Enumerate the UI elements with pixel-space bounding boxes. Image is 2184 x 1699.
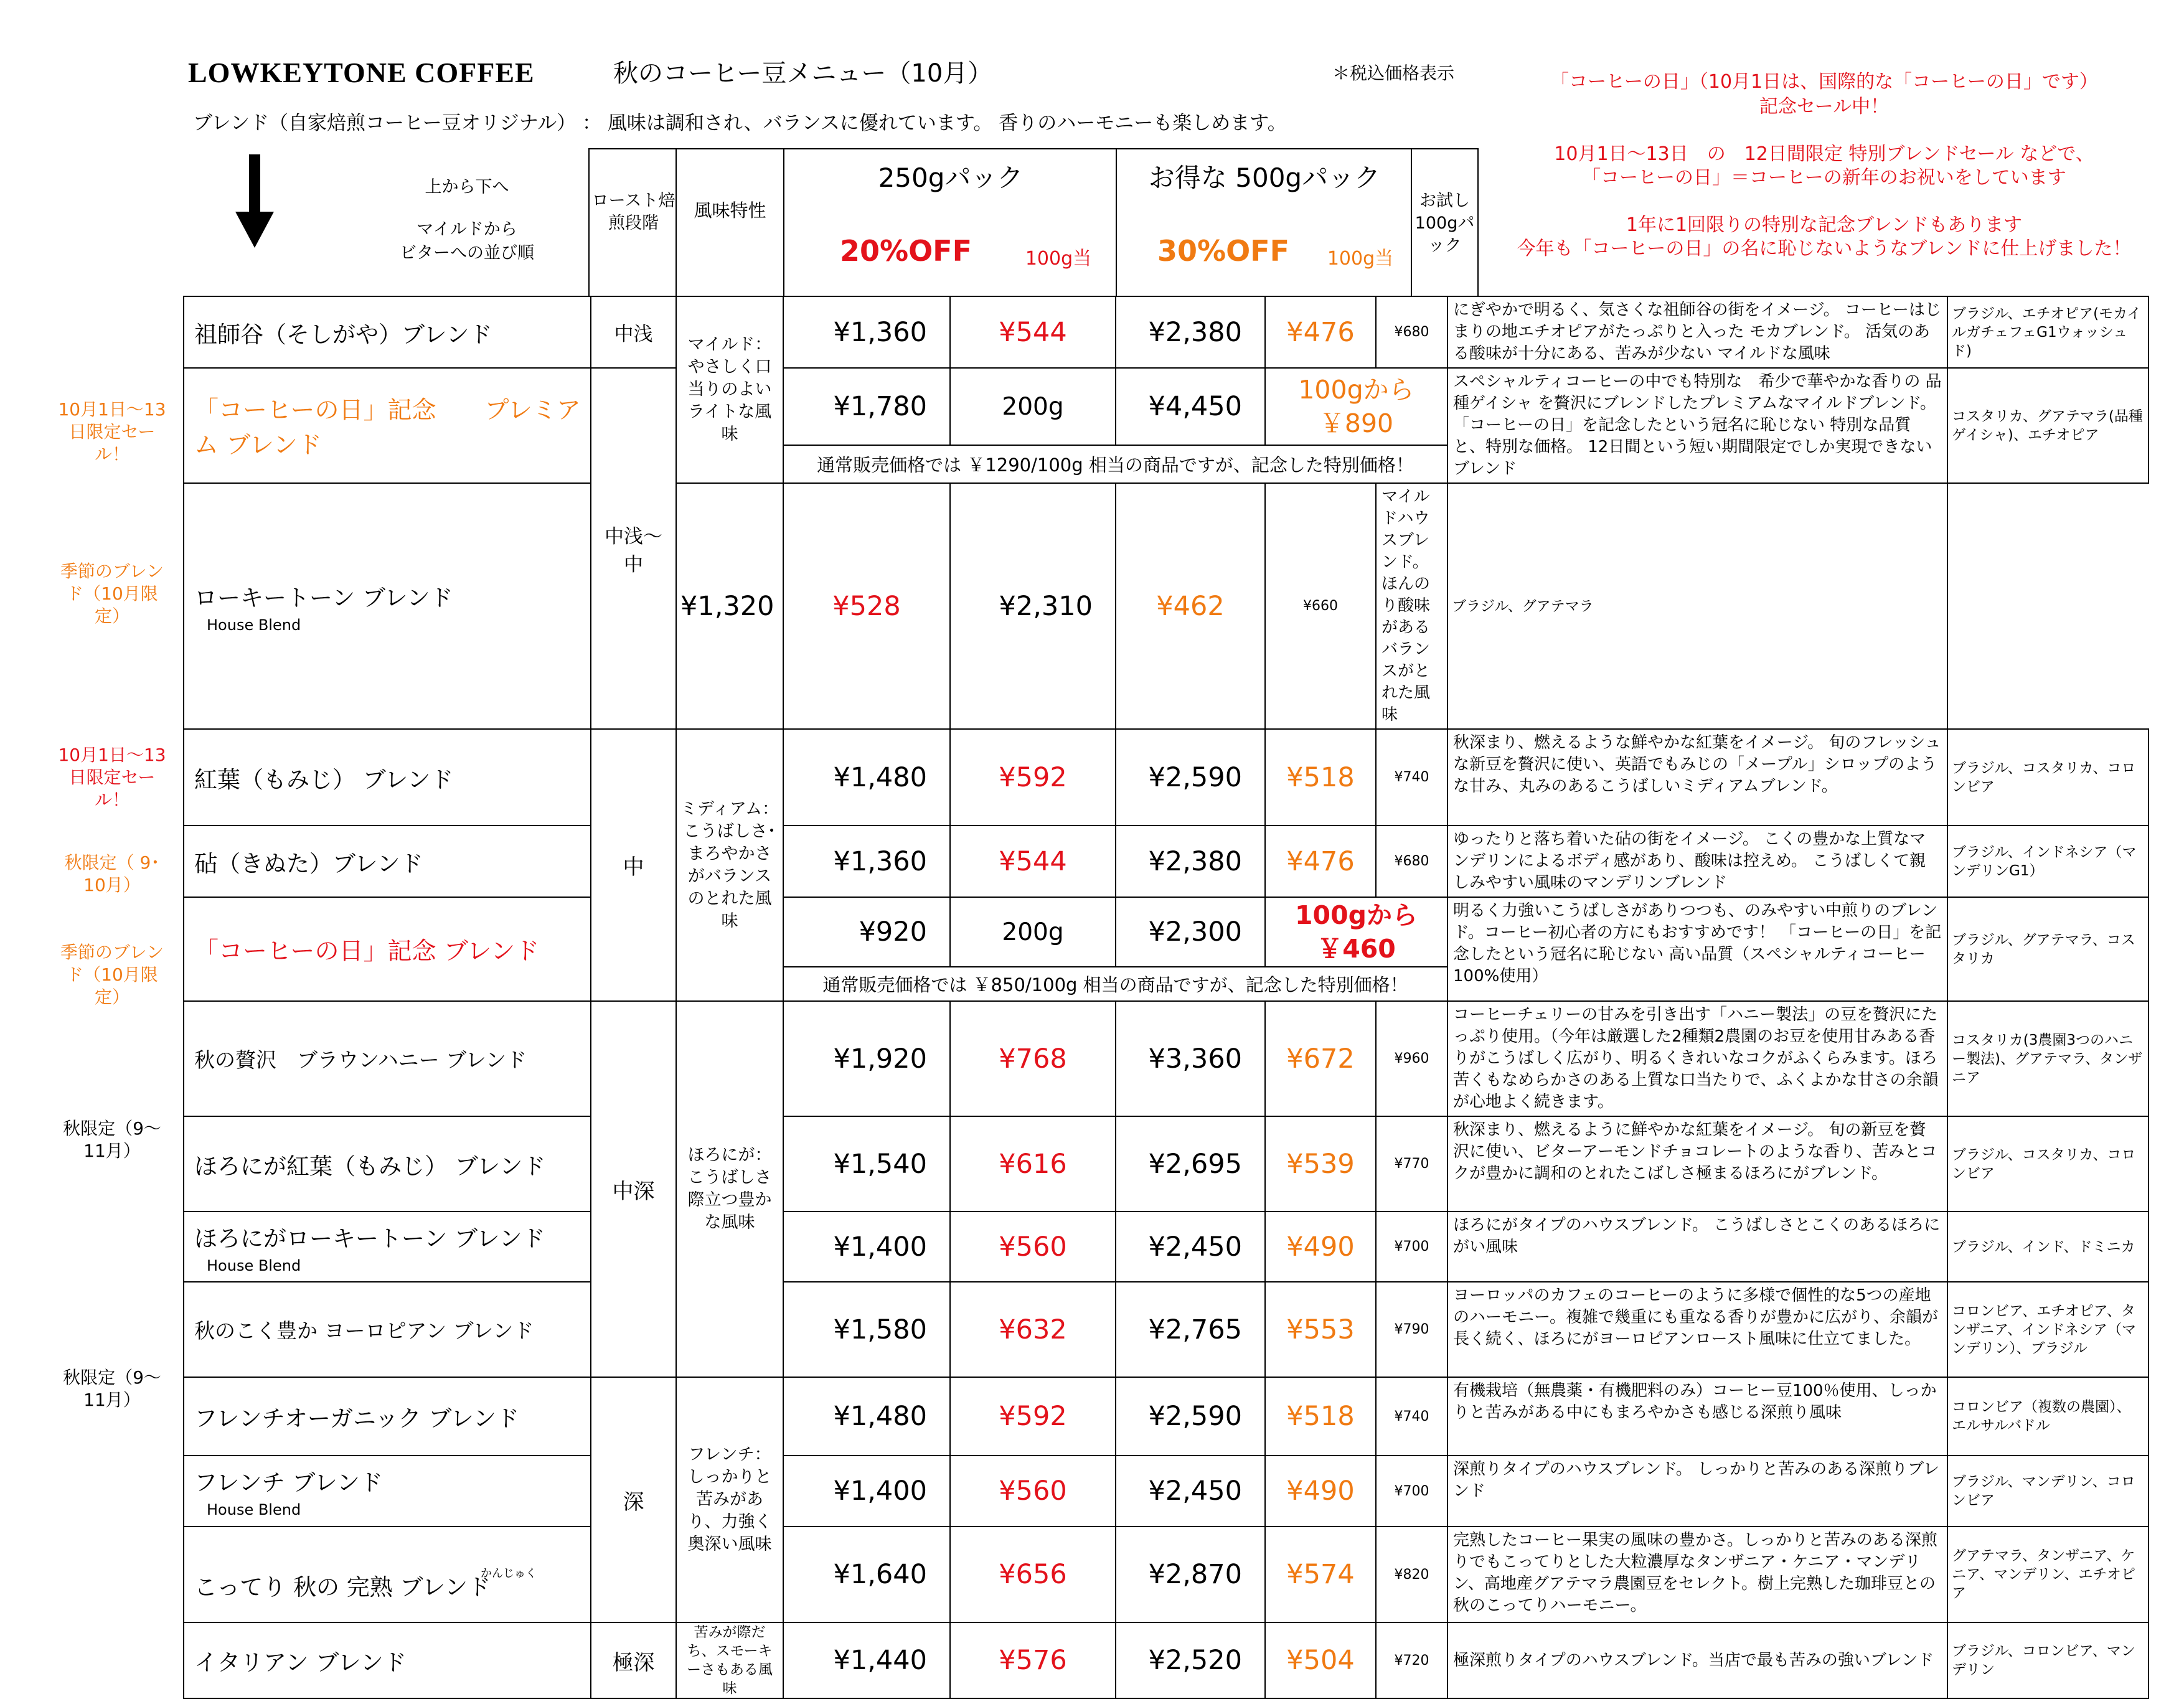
price-250g: ¥920 xyxy=(783,897,950,967)
price-trial: ¥720 xyxy=(1376,1622,1447,1698)
price-trial: ¥700 xyxy=(1376,1212,1447,1282)
price-500g: ¥2,765 xyxy=(1116,1282,1265,1377)
blend-name: 祖師谷（そしがや）ブレンド xyxy=(184,296,591,368)
from-100g-label: 100gから xyxy=(1298,375,1414,405)
price-500g: ¥2,870 xyxy=(1116,1527,1265,1622)
side-label-sale-1: 10月1日～13日限定セール！ xyxy=(58,399,166,464)
column-header-roast: ロースト焙煎段階 xyxy=(591,191,675,233)
price-500g: ¥2,590 xyxy=(1116,1377,1265,1456)
blend-description: 明るく力強いこうばしさがありつつも、のみやすい中煎りのブレンド。コーヒー初心者の方にもおすすめです！ 「コーヒーの日」を記念したという冠名に恥じない 高い品質（スペシャルティコーヒー100%使用） xyxy=(1447,897,1947,1001)
from-100g-value: ￥890 xyxy=(1319,408,1394,439)
blend-description: コーヒーチェリーの甘みを引き出す「ハニー製法」の豆を贅沢にたっぷり使用。（今年は厳選した2種類2農園のお豆を使用甘みある香りがこうばしく広がり、明るくきれいなコクがふくらみます。ほろ苦くもなめらかさのある上質な口当たりで、ふくよかな甘さの余韻が心地よく続きます。 xyxy=(1447,1001,1947,1116)
side-label-autumn-1: 秋限定（ 9･10月） xyxy=(64,852,160,895)
blend-description: にぎやかで明るく、気さくな祖師谷の街をイメージ。 コーヒーはじまりの地エチオピアがたっぷりと入った モカブレンド。 活気のある酸味が十分にある、苦みが少ない マイルドな風味 xyxy=(1447,296,1947,368)
blend-origin: ブラジル、コスタリカ、コロンビア xyxy=(1947,1116,2149,1212)
promo-line-6: 今年も「コーヒーの日」の名に恥じないようなブレンドに仕上げました！ xyxy=(1517,238,2132,260)
column-header-250g: 250gパック xyxy=(878,162,1024,193)
blend-name xyxy=(184,483,591,729)
flavor-bitter: ほろにが：こうばしさ際立つ豊かな風味 xyxy=(676,1001,783,1377)
price-250g: ¥1,320 xyxy=(676,483,783,729)
blend-name-text: ほろにがローキートーン ブレンド xyxy=(194,1225,545,1252)
flavor-extra-dark: 苦みが際だち、スモーキーさもある風味 xyxy=(676,1622,783,1698)
blend-description: 完熟したコーヒー果実の風味の豊かさ。しっかりと苦みのある深煎りでもこってりとした大粒濃厚なタンザニア・ケニア・マンデリン、高地産グアテマラ農園豆をセレクト。樹上完熟した珈琲豆との秋のこってりハーモニー。 xyxy=(1447,1527,1947,1622)
price-trial: ¥680 xyxy=(1376,826,1447,897)
price-250g: ¥1,480 xyxy=(783,729,950,826)
blend-name: イタリアン ブレンド xyxy=(184,1622,591,1698)
pack-size-200g: 200g xyxy=(950,897,1116,967)
order-note-line-2: マイルドから xyxy=(417,220,517,239)
price-500g: ¥2,450 xyxy=(1116,1212,1265,1282)
special-price-note: 通常販売価格では ￥1290/100g 相当の商品ですが、記念した特別価格！ xyxy=(783,445,1447,483)
unit-price-250g: ¥592 xyxy=(950,729,1116,826)
price-250g: ¥1,360 xyxy=(783,296,950,368)
price-500g: ¥2,590 xyxy=(1116,729,1265,826)
price-trial: ¥660 xyxy=(1265,483,1376,729)
unit-price-500g: ¥539 xyxy=(1265,1116,1376,1212)
price-250g: ¥1,920 xyxy=(783,1001,950,1116)
price-250g: ¥1,580 xyxy=(783,1282,950,1377)
price-trial: ¥960 xyxy=(1376,1001,1447,1116)
price-trial: ¥740 xyxy=(1376,729,1447,826)
discount-30-label: 30%OFF xyxy=(1157,234,1290,268)
table-row xyxy=(184,1116,2149,1212)
blend-origin: コロンビア（複数の農園）、エルサルバドル xyxy=(1947,1377,2149,1456)
blend-name xyxy=(184,1456,591,1527)
blend-name: 秋の贅沢 ブラウンハニー ブレンド xyxy=(184,1001,591,1116)
unit-price-250g: ¥560 xyxy=(950,1456,1116,1527)
roast-level: 中深 xyxy=(591,1001,676,1377)
table-row xyxy=(184,729,2149,826)
blend-origin: ブラジル、インドネシア（マンデリンG1） xyxy=(1947,826,2149,897)
blend-origin: ブラジル、グアテマラ xyxy=(1447,483,1947,729)
tax-note: ＊税込価格表示 xyxy=(1332,63,1455,83)
discount-20-label: 20%OFF xyxy=(839,234,972,268)
price-500g: ¥2,310 xyxy=(950,483,1116,729)
promo-line-2: 記念セール中！ xyxy=(1759,96,1890,118)
blend-description: マイルドハウスブレンド。 ほんのり酸味があるバランスがとれた風味 xyxy=(1376,483,1447,729)
price-500g: ¥2,380 xyxy=(1116,296,1265,368)
price-250g: ¥1,360 xyxy=(783,826,950,897)
price-500g: ¥3,360 xyxy=(1116,1001,1265,1116)
blend-subtitle: House Blend xyxy=(207,1256,301,1274)
roast-level: 深 xyxy=(591,1377,676,1622)
order-note-line-3: ビターへの並び順 xyxy=(400,243,534,263)
furigana: かんじゅく xyxy=(481,1567,537,1580)
down-arrow-icon xyxy=(235,154,274,248)
unit-price-500g: ¥518 xyxy=(1265,729,1376,826)
price-250g: ¥1,540 xyxy=(783,1116,950,1212)
order-note-bottom xyxy=(349,218,585,265)
table-row xyxy=(184,368,2149,445)
table-row xyxy=(184,1282,2149,1377)
price-trial: ¥740 xyxy=(1376,1377,1447,1456)
roast-level: 中 xyxy=(591,729,676,1001)
unit-price-250g: ¥768 xyxy=(950,1001,1116,1116)
side-label-season-2: 季節のブレンド（10月限定） xyxy=(60,942,164,1007)
blend-description: ほろにがタイプのハウスブレンド。 こうばしさとこくのあるほろにがい風味 xyxy=(1447,1212,1947,1282)
table-row xyxy=(184,296,2149,368)
from-100g-price xyxy=(1265,897,1447,967)
price-250g: ¥1,400 xyxy=(783,1212,950,1282)
column-header-flavor: 風味特性 xyxy=(694,200,766,221)
unit-price-500g: ¥462 xyxy=(1116,483,1265,729)
price-trial: ¥770 xyxy=(1376,1116,1447,1212)
blend-name-text: フレンチ ブレンド xyxy=(194,1469,383,1496)
blend-description: スペシャルティコーヒーの中でも特別な 希少で華やかな香りの 品種ゲイシャ を贅沢にブレンドしたプレミアムなマイルドブレンド。「コーヒーの日」を記念したという冠名に恥じない 特別な品質と、特別な価格。 12日間という短い期間限定でしか実現できないブレンド xyxy=(1447,368,1947,483)
unit-price-250g: ¥632 xyxy=(950,1282,1116,1377)
price-trial: ¥790 xyxy=(1376,1282,1447,1377)
blend-origin: グアテマラ、タンザニア、ケニア、マンデリン、エチオピア xyxy=(1947,1527,2149,1622)
blend-name: 砧（きぬた）ブレンド xyxy=(184,826,591,897)
unit-price-250g: ¥656 xyxy=(950,1527,1116,1622)
blend-description: 有機栽培（無農薬・有機肥料のみ）コーヒー豆100％使用、しっかりと苦みがある中にもまろやかさも感じる深煎り風味 xyxy=(1447,1377,1947,1456)
unit-price-250g: ¥616 xyxy=(950,1116,1116,1212)
blend-origin: コスタリカ(3農園3つのハニー製法)、グアテマラ、タンザニア xyxy=(1947,1001,2149,1116)
order-note-top: 上から下へ xyxy=(425,177,509,197)
from-100g-value: ￥460 xyxy=(1317,934,1396,964)
blend-description: 極深煎りタイプのハウスブレンド。当店で最も苦みの強いブレンド xyxy=(1447,1622,1947,1698)
blend-name: 「コーヒーの日」記念 プレミアム ブレンド xyxy=(184,368,591,483)
blend-description: ゆったりと落ち着いた砧の街をイメージ。 こくの豊かな上質なマンデリンによるボディ感があり、酸味は控えめ。 こうばしくて親しみやすい風味のマンデリンブレンド xyxy=(1447,826,1947,897)
table-row xyxy=(184,483,2149,729)
flavor-french: フレンチ：しっかりと苦みがあり、力強く奥深い風味 xyxy=(676,1377,783,1622)
blend-origin: ブラジル、グアテマラ、コスタリカ xyxy=(1947,897,2149,1001)
blend-name-text: ローキートーン ブレンド xyxy=(194,584,453,611)
blend-name: 紅葉（もみじ） ブレンド xyxy=(184,729,591,826)
unit-price-500g: ¥672 xyxy=(1265,1001,1376,1116)
blend-description: ヨーロッパのカフェのコーヒーのように多様で個性的な5つの産地のハーモニー。複雑で幾重にも重なる香りが豊かに広がり、余韻が長く続く、ほろにがヨーロピアンロースト風味に仕立てました。 xyxy=(1447,1282,1947,1377)
blend-name xyxy=(184,1527,591,1622)
page-title: 秋のコーヒー豆メニュー（10月） xyxy=(613,59,993,88)
from-100g-label: 100gから xyxy=(1295,900,1418,930)
flavor-medium: ミディアム：こうばしさ･まろやかさがバランスのとれた風味 xyxy=(676,729,783,1001)
blend-description: 深煎りタイプのハウスブレンド。 しっかりと苦みのある深煎りブレンド xyxy=(1447,1456,1947,1527)
price-250g: ¥1,400 xyxy=(783,1456,950,1527)
unit-price-250g: ¥544 xyxy=(950,296,1116,368)
unit-price-500g: ¥490 xyxy=(1265,1212,1376,1282)
table-row xyxy=(184,1527,2149,1622)
table-row xyxy=(184,826,2149,897)
price-500g: ¥4,450 xyxy=(1116,368,1265,445)
unit-price-500g: ¥553 xyxy=(1265,1282,1376,1377)
promo-line-3: 10月1日～13日 の 12日間限定 特別ブレンドセール などで、 xyxy=(1554,143,2094,165)
price-250g: ¥1,480 xyxy=(783,1377,950,1456)
brand-name: LOWKEYTONE COFFEE xyxy=(188,57,535,88)
blend-description: 秋深まり、燃えるように鮮やかな紅葉をイメージ。 旬の新豆を贅沢に使い、ビターアーモンドチョコレートのような香り、苦みとコクが豊かに調和のとれたこばしさ極まるほろにがブレンド。 xyxy=(1447,1116,1947,1212)
price-trial: ¥680 xyxy=(1376,296,1447,368)
price-500g: ¥2,380 xyxy=(1116,826,1265,897)
table-row xyxy=(184,1212,2149,1282)
blend-subtitle: House Blend xyxy=(207,616,301,634)
roast-level: 中浅 xyxy=(591,296,676,368)
blend-name-text: こってり 秋の 完熟 ブレンド xyxy=(194,1574,491,1601)
blend-origin: ブラジル、インド、ドミニカ xyxy=(1947,1212,2149,1282)
blend-origin: ブラジル、コロンビア、マンデリン xyxy=(1947,1622,2149,1698)
blend-name xyxy=(184,1212,591,1282)
price-500g: ¥2,695 xyxy=(1116,1116,1265,1212)
promo-line-4: 「コーヒーの日」＝コーヒーの新年のお祝いをしています xyxy=(1582,167,2066,189)
price-500g: ¥2,520 xyxy=(1116,1622,1265,1698)
special-price-note: 通常販売価格では ￥850/100g 相当の商品ですが、記念した特別価格！ xyxy=(783,967,1447,1001)
roast-level: 中浅～中 xyxy=(591,368,676,729)
blend-origin: ブラジル、コスタリカ、コロンビア xyxy=(1947,729,2149,826)
blend-origin: ブラジル、マンデリン、コロンビア xyxy=(1947,1456,2149,1527)
price-500g: ¥2,300 xyxy=(1116,897,1265,967)
blend-description: 秋深まり、燃えるような鮮やかな紅葉をイメージ。 旬のフレッシュな新豆を贅沢に使い、英語でもみじの「メープル」シロップのような甘み、丸みのあるこうばしいミディアムブレンド。 xyxy=(1447,729,1947,826)
flavor-mild: マイルド：やさしく口当りのよいライトな風味 xyxy=(676,296,783,483)
per-100g-label-500: 100g当 xyxy=(1327,248,1394,270)
side-label-autumn-3: 秋限定（9～11月） xyxy=(63,1367,161,1410)
side-label-autumn-2: 秋限定（9～11月） xyxy=(63,1118,161,1161)
unit-price-250g: ¥544 xyxy=(950,826,1116,897)
unit-price-250g: ¥576 xyxy=(950,1622,1116,1698)
blend-name: ほろにが紅葉（もみじ） ブレンド xyxy=(184,1116,591,1212)
unit-price-500g: ¥504 xyxy=(1265,1622,1376,1698)
price-trial: ¥820 xyxy=(1376,1527,1447,1622)
menu-table xyxy=(183,296,2149,1699)
table-row xyxy=(184,1622,2149,1698)
unit-price-500g: ¥574 xyxy=(1265,1527,1376,1622)
table-row xyxy=(184,1377,2149,1456)
blend-subtitle: House Blend xyxy=(207,1501,301,1518)
column-header-trial: お試し100gパック xyxy=(1414,191,1475,255)
blend-name: フレンチオーガニック ブレンド xyxy=(184,1377,591,1456)
table-row xyxy=(184,897,2149,967)
table-row xyxy=(184,1001,2149,1116)
table-row xyxy=(184,1456,2149,1527)
unit-price-500g: ¥476 xyxy=(1265,826,1376,897)
unit-price-500g: ¥490 xyxy=(1265,1456,1376,1527)
unit-price-500g: ¥476 xyxy=(1265,296,1376,368)
price-trial: ¥700 xyxy=(1376,1456,1447,1527)
unit-price-250g: ¥528 xyxy=(783,483,950,729)
blend-origin: コロンビア、エチオピア、タンザニア、インドネシア（マンデリン）、ブラジル xyxy=(1947,1282,2149,1377)
side-label-sale-2: 10月1日～13日限定セール！ xyxy=(58,745,166,810)
price-250g: ¥1,780 xyxy=(783,368,950,445)
blend-name: 「コーヒーの日」記念 ブレンド xyxy=(184,897,591,1001)
column-header-500g: お得な 500gパック xyxy=(1148,162,1381,193)
blend-origin: コスタリカ、グアテマラ(品種ゲイシャ)、エチオピア xyxy=(1947,368,2149,483)
per-100g-label-250: 100g当 xyxy=(1025,248,1092,270)
unit-price-250g: ¥592 xyxy=(950,1377,1116,1456)
unit-price-500g: ¥518 xyxy=(1265,1377,1376,1456)
from-100g-price xyxy=(1265,368,1447,445)
promo-line-5: 1年に1回限りの特別な記念ブレンドもあります xyxy=(1626,214,2023,236)
price-500g: ¥2,450 xyxy=(1116,1456,1265,1527)
pack-size-200g: 200g xyxy=(950,368,1116,445)
roast-level: 極深 xyxy=(591,1622,676,1698)
promo-line-1: 「コーヒーの日」（10月1日は、国際的な「コーヒーの日」です） xyxy=(1550,71,2098,93)
unit-price-250g: ¥560 xyxy=(950,1212,1116,1282)
side-label-season-1: 季節のブレンド（10月限定） xyxy=(60,561,164,626)
blend-name: 秋のこく豊か ヨーロピアン ブレンド xyxy=(184,1282,591,1377)
blend-origin: ブラジル、エチオピア(モカイルガチェフェG1ウォッシュド) xyxy=(1947,296,2149,368)
price-250g: ¥1,440 xyxy=(783,1622,950,1698)
blend-intro: ブレンド（自家焙煎コーヒー豆オリジナル） ： 風味は調和され、バランスに優れています。 香りのハーモニーも楽しめます。 xyxy=(193,112,1287,134)
price-250g: ¥1,640 xyxy=(783,1527,950,1622)
